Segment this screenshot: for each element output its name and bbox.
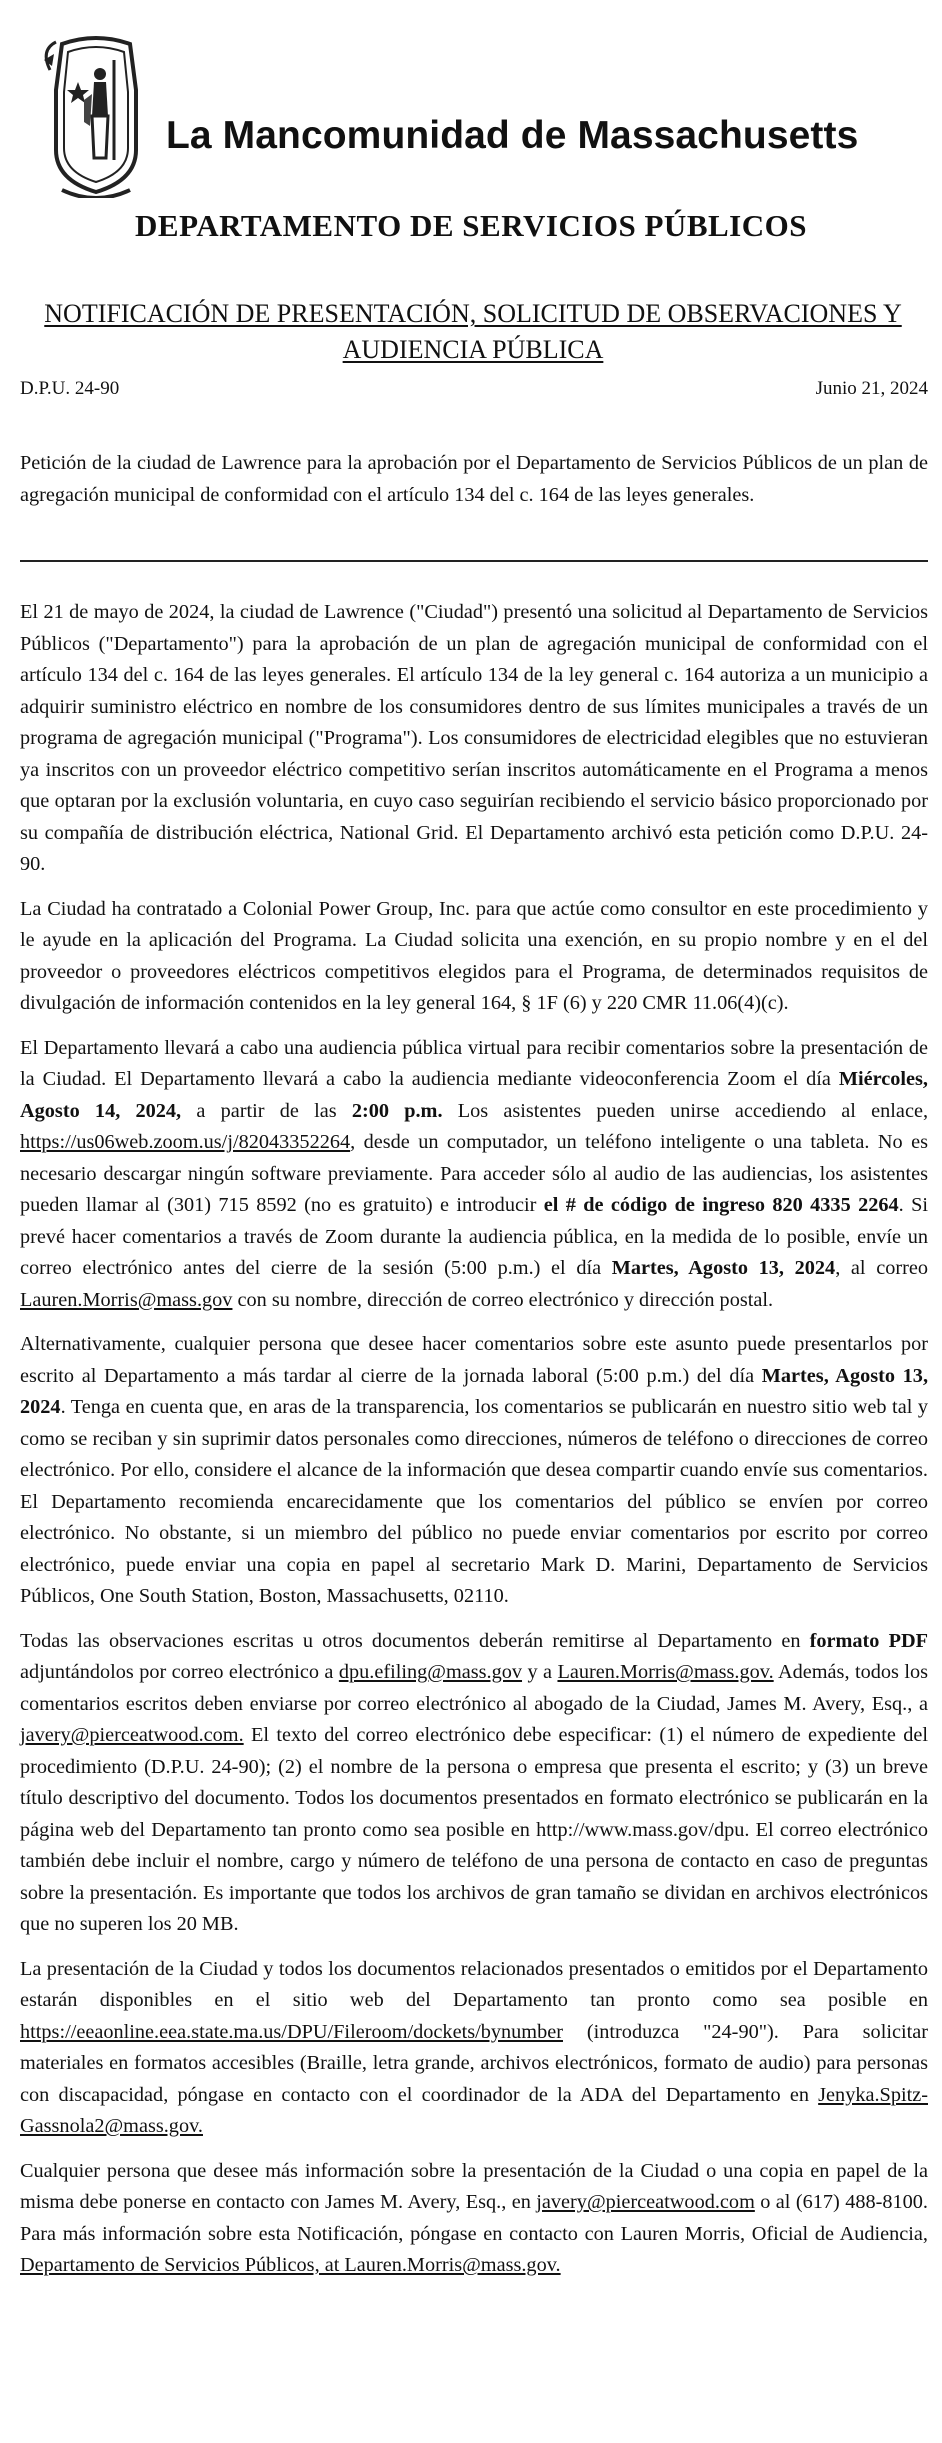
commonwealth-title: La Mancomunidad de Massachusetts: [166, 114, 859, 157]
notice-title-line1: NOTIFICACIÓN DE PRESENTACIÓN, SOLICITUD DE OBSERVACIONES Y: [44, 299, 902, 328]
hearing-date: Miércoles, Agosto 14, 2024,: [20, 1068, 928, 1122]
docket-number: D.P.U. 24-90: [20, 378, 120, 399]
fileroom-link[interactable]: https://eeaonline.eea.state.ma.us/DPU/Fileroom/dockets/bynumber: [20, 2020, 563, 2043]
text: (introduzca "24-90"). Para solicitar materiales en formatos accesibles (Braille, letra grande, archivos electrónicos, formato de audio) para personas con discapacidad, póngase en contacto con el coordinador de la ADA del Departamento en: [20, 2020, 928, 2106]
notice-title: [20, 296, 926, 368]
department-name: DEPARTAMENTO DE SERVICIOS PÚBLICOS: [135, 208, 807, 243]
hearing-officer-email-link[interactable]: Lauren.Morris@mass.gov.: [557, 1661, 774, 1683]
paragraph-submissions: [20, 1626, 928, 1941]
paragraph-contact: [20, 2156, 928, 2282]
access-code: el # de código de ingreso 820 4335 2264: [543, 1194, 899, 1216]
section-divider: [20, 560, 928, 562]
attorney-email-link[interactable]: javery@pierceatwood.com: [536, 2191, 755, 2213]
paragraph-availability: [20, 1954, 928, 2143]
petition-summary: Petición de la ciudad de Lawrence para la aprobación por el Departamento de Servicios Públicos de un plan de agregación municipal de conformidad con el artículo 134 del c. 164 de las leyes generales.: [20, 452, 928, 506]
text: El texto del correo electrónico debe especificar: (1) el número de expediente del procedimiento (D.P.U. 24-90); (2) el nombre de la persona o empresa que presenta el escrito; y (3) un breve título descriptivo del documento. Todos los documentos presentados en formato electrónico se publicarán en la página web del Departamento tan pronto como sea posible en http://www.mass.gov/dpu. El correo electrónico también debe incluir el nombre, cargo y número de teléfono de una persona de contacto en caso de preguntas sobre la presentación. Es importante que todos los archivos de gran tamaño se dividan en archivos electrónicos que no superen los 20 MB.: [20, 1724, 928, 1935]
paragraph-written-comments: [20, 1329, 928, 1613]
text: . Si prevé hacer comentarios a través de Zoom durante la audiencia pública, en la medida de lo posible, envíe un correo electrónico antes del cierre de la sesión (5:00 p.m.) el día: [20, 1194, 928, 1279]
text: con su nombre, dirección de correo electrónico y dirección postal.: [232, 1288, 774, 1311]
comment-deadline: Martes, Agosto 13, 2024: [611, 1257, 836, 1279]
text: Además, todos los comentarios escritos deben enviarse por correo electrónico al abogado de la Ciudad, James M. Avery, Esq., a: [20, 1661, 928, 1715]
text: . Tenga en cuenta que, en aras de la transparencia, los comentarios se publicarán en nuestro sitio web tal y como se reciban y sin suprimir datos personales como direcciones, números de teléfono o direcciones de correo electrónico. Por ello, considere el alcance de la información que desea compartir cuando envíe sus comentarios. El Departamento recomienda encarecidamente que los comentarios del público se envíen por correo electrónico. No obstante, si un miembro del público no puede enviar comentarios por escrito por correo electrónico, puede enviar una copia en papel al secretario Mark D. Marini, Departamento de Servicios Públicos, One South Station, Boston, Massachusetts, 02110.: [20, 1396, 928, 1607]
paragraph-hearing: [20, 1033, 928, 1317]
notice-body: [20, 597, 928, 2295]
text: El Departamento llevará a cabo una audiencia pública virtual para recibir comentarios sobre la presentación de la Ciudad. El Departamento llevará a cabo la audiencia mediante videoconferencia Zoom el día: [20, 1036, 928, 1090]
paragraph-consultant: La Ciudad ha contratado a Colonial Power Group, Inc. para que actúe como consultor en este procedimiento y le ayude en la aplicación del Programa. La Ciudad solicita una exención, en su propio nombre y en el del proveedor o proveedores eléctricos competitivos elegidos para el Programa, de determinados requisitos de divulgación de información contenidos en la ley general 164, § 1F (6) y 220 CMR 11.06(4)(c).: [20, 897, 928, 1014]
text: a partir de las: [181, 1099, 352, 1122]
hearing-time: 2:00 p.m.: [351, 1099, 443, 1122]
paragraph-filing: El 21 de mayo de 2024, la ciudad de Lawrence ("Ciudad") presentó una solicitud al Departamento de Servicios Públicos ("Departamento") para la aprobación de un plan de agregación municipal de conformidad con el artículo 134 del c. 164 de las leyes generales. El artículo 134 de la ley general c. 164 autoriza a un municipio a adquirir suministro eléctrico en nombre de los consumidores dentro de sus límites municipales a través de un programa de agregación municipal ("Programa"). Los consumidores de electricidad elegibles que no estuvieran ya inscritos con un proveedor eléctrico competitivo serían inscritos automáticamente en el Programa a menos que optaran por la exclusión voluntaria, en cuyo caso seguirían recibiendo el servicio básico proporcionado por su compañía de distribución eléctrica, National Grid. El Departamento archivó esta petición como D.P.U. 24-90.: [20, 601, 928, 875]
notice-title-line2: AUDIENCIA PÚBLICA: [342, 335, 604, 364]
text: y a: [522, 1661, 558, 1683]
text: Los asistentes pueden unirse accediendo al enlace,: [442, 1099, 929, 1122]
department-contact-link[interactable]: Departamento de Servicios Públicos, at Lauren.Morris@mass.gov.: [20, 2254, 561, 2276]
letterhead: [26, 22, 916, 202]
text: adjuntándolos por correo electrónico a: [20, 1661, 339, 1683]
pdf-format: formato PDF: [809, 1629, 928, 1652]
efiling-email-link[interactable]: dpu.efiling@mass.gov: [338, 1661, 523, 1683]
attorney-email-link[interactable]: javery@pierceatwood.com.: [20, 1724, 244, 1746]
notice-date: Junio 21, 2024: [815, 378, 928, 399]
ada-coordinator-email-link[interactable]: Jenyka.Spitz-Gassnola2@mass.gov.: [20, 2083, 928, 2137]
massachusetts-seal-icon: [32, 30, 160, 198]
written-deadline: Martes, Agosto 13, 2024: [20, 1364, 929, 1418]
text: Alternativamente, cualquier persona que desee hacer comentarios sobre este asunto puede presentarlos por escrito al Departamento a más tardar al cierre de la jornada laboral (5:00 p.m.) del día: [20, 1333, 928, 1387]
text: , al correo: [835, 1257, 928, 1279]
hearing-officer-email-link[interactable]: Lauren.Morris@mass.gov: [20, 1288, 233, 1311]
text: La presentación de la Ciudad y todos los documentos relacionados presentados o emitidos por el Departamento estarán disponibles en el sitio web del Departamento tan pronto como sea posible en: [20, 1957, 928, 2011]
text: , desde un computador, un teléfono inteligente o una tableta. No es necesario descargar ningún software previamente. Para acceder sólo al audio de las audiencias, los asistentes pueden llamar al (301) 715 8592 (no es gratuito) e introducir: [20, 1131, 928, 1216]
text: Cualquier persona que desee más información sobre la presentación de la Ciudad o una copia en papel de la misma debe ponerse en contacto con James M. Avery, Esq., en: [20, 2159, 928, 2213]
text: o al (617) 488-8100. Para más información sobre esta Notificación, póngase en contacto con Lauren Morris, Oficial de Audiencia,: [20, 2191, 928, 2245]
text: Todas las observaciones escritas u otros documentos deberán remitirse al Departamento en: [20, 1629, 810, 1652]
zoom-link[interactable]: https://us06web.zoom.us/j/82043352264: [20, 1131, 351, 1153]
